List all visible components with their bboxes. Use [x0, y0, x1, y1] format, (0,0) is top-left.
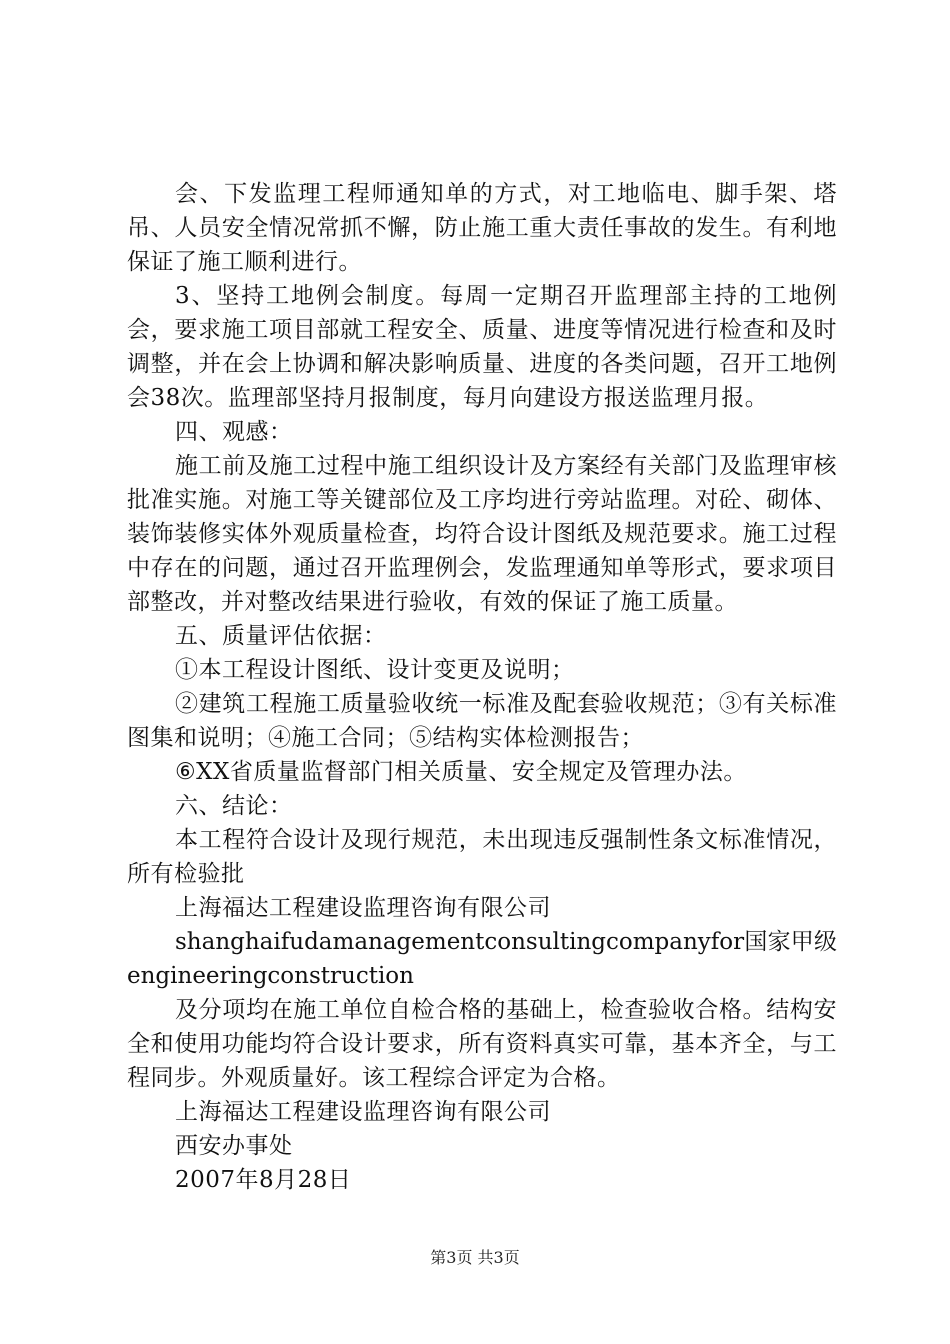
signature-office: 西安办事处: [175, 1133, 293, 1159]
signature-company: 上海福达工程建设监理咨询有限公司: [175, 1099, 551, 1125]
signature-date: 2007年8月28日: [175, 1167, 352, 1193]
paragraph-conclusion-end: 及分项均在施工单位自检合格的基础上，检查验收合格。结构安全和使用功能均符合设计要求，所有资料真实可靠，基本齐全，与工程同步。外观质量好。该工程综合评定为合格。: [127, 997, 837, 1091]
paragraph-appearance: 施工前及施工过程中施工组织设计及方案经有关部门及监理审核批准实施。对施工等关键部位及工序均进行旁站监理。对砼、砌体、装饰装修实体外观质量检查，均符合设计图纸及规范要求。施工过程中存在的问题，通过召开监理例会，发监理通知单等形式，要求项目部整改，并对整改结果进行验收，有效的保证了施工质量。: [127, 453, 837, 615]
basis-item-6: ⑥XX省质量监督部门相关质量、安全规定及管理办法。: [175, 759, 747, 785]
basis-item-1: ①本工程设计图纸、设计变更及说明；: [175, 657, 575, 683]
heading-appearance: 四、观感：: [175, 419, 293, 445]
page-number-footer: 第3页 共3页: [430, 1248, 520, 1267]
paragraph-site-meetings: 3、坚持工地例会制度。每周一定期召开监理部主持的工地例会，要求施工项目部就工程安全、质量、进度等情况进行检查和及时调整，并在会上协调和解决影响质量、进度的各类问题，召开工地例会38次。监理部坚持月报制度，每月向建设方报送监理月报。: [127, 283, 837, 411]
company-name-cn: 上海福达工程建设监理咨询有限公司: [175, 895, 551, 921]
paragraph-safety-management: 会、下发监理工程师通知单的方式，对工地临电、脚手架、塔吊、人员安全情况常抓不懈，防止施工重大责任事故的发生。有利地保证了施工顺利进行。: [127, 181, 837, 275]
paragraph-conclusion-start: 本工程符合设计及现行规范，未出现违反强制性条文标准情况，所有检验批: [127, 827, 837, 887]
company-name-en: shanghaifudamanagementconsultingcompanyfor国家甲级engineeringconstruction: [127, 929, 837, 989]
basis-items-2-5: ②建筑工程施工质量验收统一标准及配套验收规范；③有关标准图集和说明；④施工合同；⑤结构实体检测报告；: [127, 691, 837, 751]
heading-conclusion: 六、结论：: [175, 793, 293, 819]
document-body: [127, 177, 837, 1197]
heading-evaluation-basis: 五、质量评估依据：: [175, 623, 387, 649]
